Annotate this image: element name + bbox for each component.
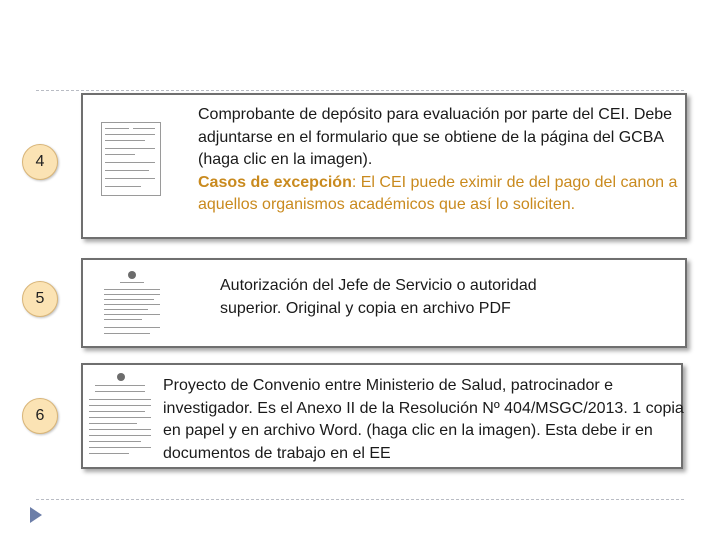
- exception-note: [198, 172, 678, 217]
- item-description: [198, 104, 678, 217]
- item-main-text: Autorización del Jefe de Servicio o autoridad superior. Original y copia en archivo PDF: [220, 277, 537, 317]
- authorization-letter-thumbnail: [100, 267, 164, 339]
- agreement-document-thumbnail[interactable]: [85, 367, 155, 463]
- item-main-text: Comprobante de depósito para evaluación por parte del CEI. Debe adjuntarse en el formulario que se obtiene de la página del GCBA (haga clic en la imagen).: [198, 106, 673, 168]
- top-divider: [36, 90, 684, 91]
- item-number-badge: [22, 281, 58, 317]
- item-number: 4: [35, 153, 45, 170]
- bottom-divider: [36, 499, 684, 500]
- item-card-deposit-receipt: [81, 93, 687, 239]
- item-number-badge: [22, 144, 58, 180]
- item-number: 6: [35, 407, 45, 424]
- item-card-agreement-draft: [81, 363, 683, 469]
- item-main-text: Proyecto de Convenio entre Ministerio de Salud, patrocinador e investigador. Es el Anexo II de la Resolución Nº 404/MSGC/2013. 1 copia en papel y en archivo Word. (haga clic en la imagen). Esta debe ir en documentos de trabajo en el EE: [163, 377, 684, 462]
- deposit-form-thumbnail[interactable]: [99, 120, 163, 198]
- exception-label: Casos de excepción: [198, 173, 352, 191]
- triangle-right-icon[interactable]: [30, 507, 42, 523]
- item-card-authorization: [81, 258, 687, 348]
- item-number-badge: [22, 398, 58, 434]
- item-number: 5: [35, 290, 45, 307]
- exception-text: : El CEI puede eximir de del pago del canon a aquellos organismos académicos que así lo soliciten.: [198, 173, 678, 213]
